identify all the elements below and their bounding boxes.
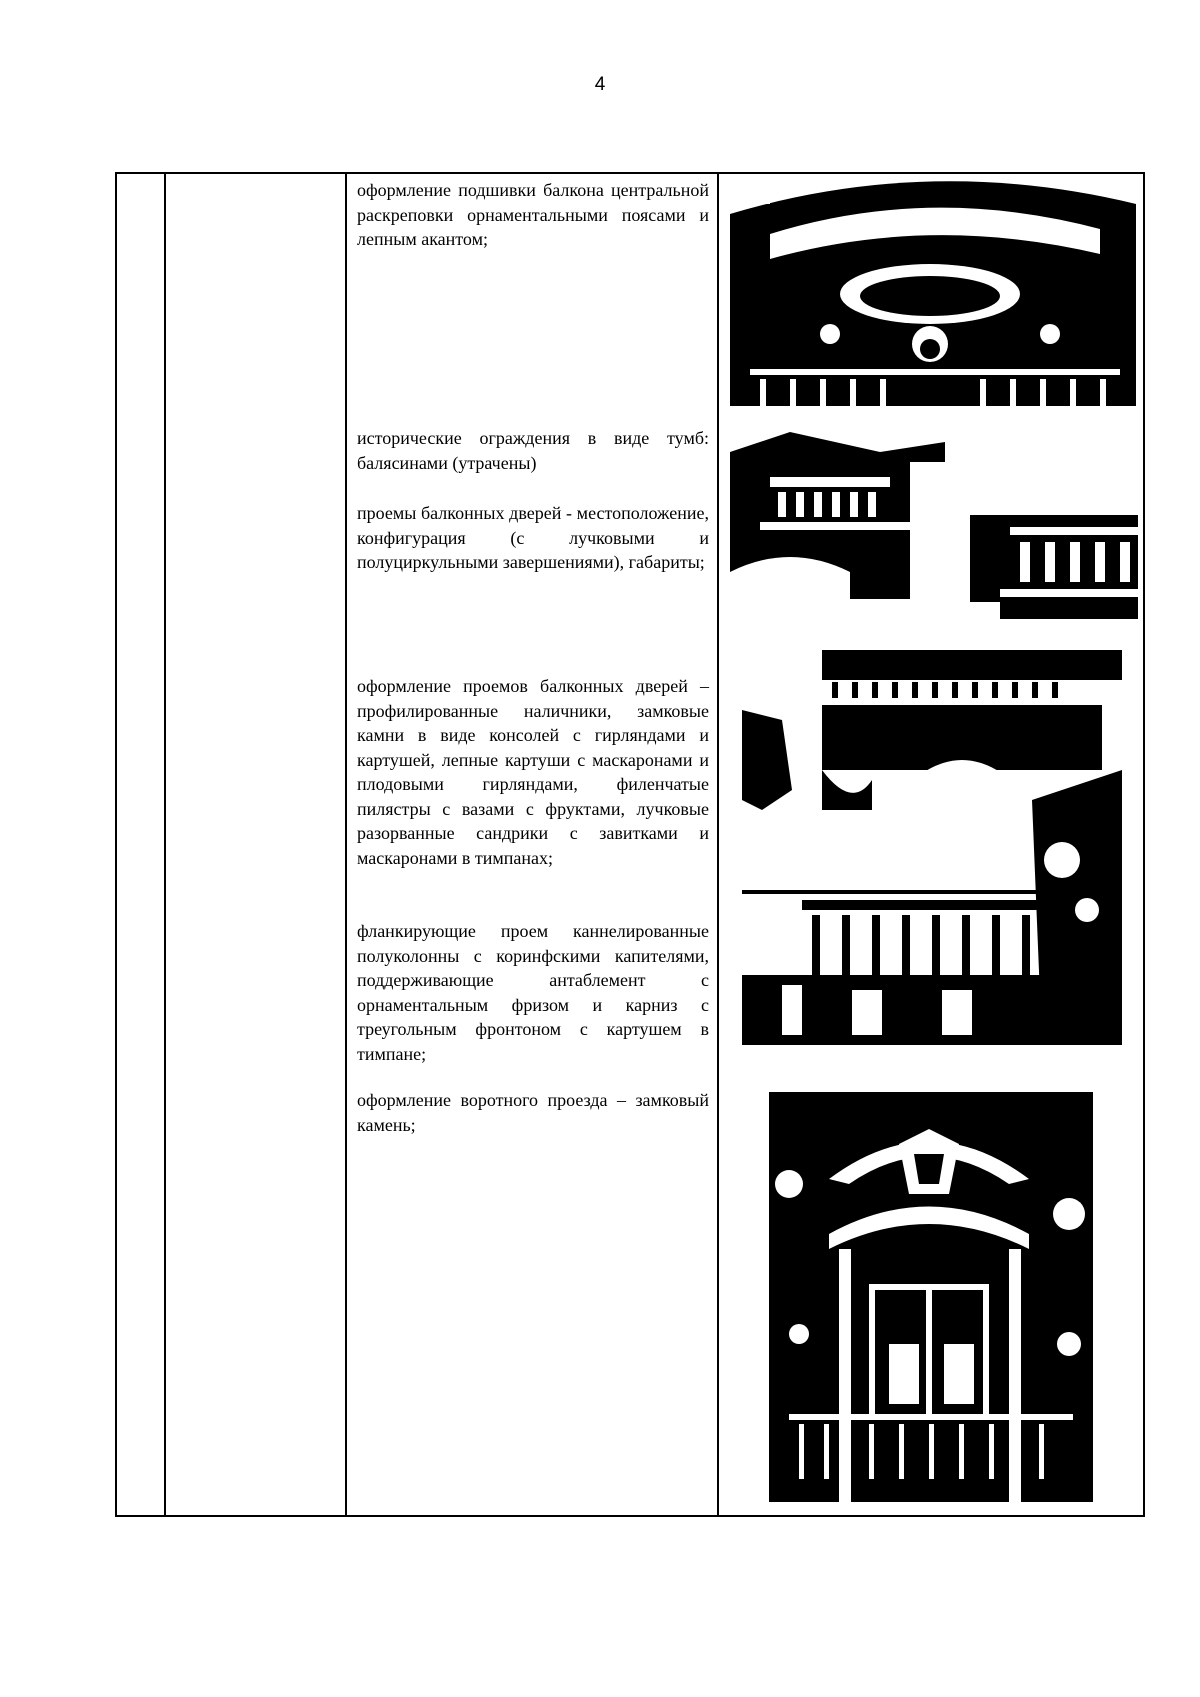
balcony-balustrade-photo xyxy=(730,422,945,599)
balustrade-detail-photo xyxy=(970,497,1138,619)
page-number: 4 xyxy=(594,74,606,95)
feature-description: проемы балконных дверей - местоположение, конфигурация (с лучковыми и полуциркульными завершениями), габариты; xyxy=(357,503,709,572)
column-divider xyxy=(717,174,719,1515)
gate-keystone-photo xyxy=(769,1084,1093,1502)
feature-description: исторические ограждения в виде тумб: балясинами (утрачены) xyxy=(357,428,709,473)
feature-description: оформление воротного проезда – замковый камень; xyxy=(357,1090,709,1135)
column-divider xyxy=(164,174,166,1515)
feature-description: фланкирующие проем каннелированные полуколонны с коринфскими капителями, поддерживающие антаблемент с орнаментальным фризом и карниз с треугольным фронтоном с картушем в тимпане; xyxy=(357,921,709,1064)
feature-description: оформление подшивки балкона центральной раскреповки орнаментальными поясами и лепным акантом; xyxy=(357,180,709,249)
feature-description: оформление проемов балконных дверей – профилированные наличники, замковые камни в виде консолей с гирляндами и картушей, лепные картуши с маскаронами и плодовыми гирляндами, филенчатые пилястры с вазами с фруктами, лучковые разорванные сандрики с завитками и маскаронами в тимпанах; xyxy=(357,676,709,868)
balcony-underside-photo xyxy=(730,174,1136,406)
features-table xyxy=(115,172,1145,1517)
balcony-door-surround-photo xyxy=(742,650,1122,1045)
column-divider xyxy=(345,174,347,1515)
